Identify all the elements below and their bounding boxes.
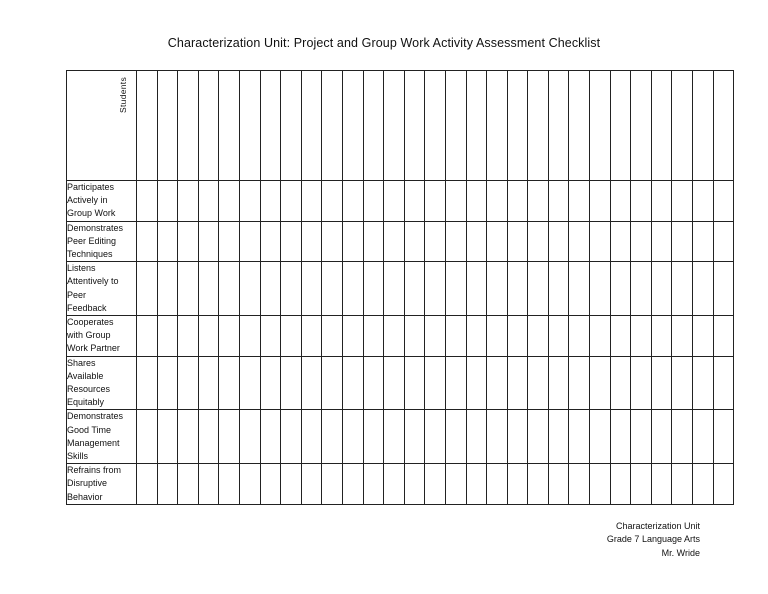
check-cell[interactable] xyxy=(281,356,302,410)
check-cell[interactable] xyxy=(363,221,384,262)
check-cell[interactable] xyxy=(198,262,219,316)
check-cell[interactable] xyxy=(487,410,508,464)
check-cell[interactable] xyxy=(239,410,260,464)
check-cell[interactable] xyxy=(363,181,384,222)
check-cell[interactable] xyxy=(178,410,199,464)
check-cell[interactable] xyxy=(466,316,487,357)
check-cell[interactable] xyxy=(198,181,219,222)
criterion-label-line: Peer Editing xyxy=(67,235,117,246)
student-name-cell[interactable] xyxy=(404,71,425,181)
check-cell[interactable] xyxy=(137,356,158,410)
check-cell[interactable] xyxy=(404,221,425,262)
criterion-label-line: Demonstrates xyxy=(67,411,124,422)
student-name-cell[interactable] xyxy=(487,71,508,181)
check-cell[interactable] xyxy=(713,181,734,222)
check-cell[interactable] xyxy=(631,464,652,505)
check-cell[interactable] xyxy=(528,356,549,410)
check-cell[interactable] xyxy=(610,221,631,262)
check-cell[interactable] xyxy=(260,221,281,262)
check-cell[interactable] xyxy=(157,316,178,357)
criterion-label-line: Cooperates xyxy=(67,317,114,328)
criterion-label-line: Equitably xyxy=(67,397,105,408)
criterion-label-line: Available xyxy=(67,370,104,381)
students-header-cell xyxy=(67,71,137,181)
check-cell[interactable] xyxy=(528,221,549,262)
check-cell[interactable] xyxy=(569,464,590,505)
check-cell[interactable] xyxy=(548,262,569,316)
check-cell[interactable] xyxy=(137,464,158,505)
student-name-cell[interactable] xyxy=(466,71,487,181)
criterion-row xyxy=(67,262,734,316)
check-cell[interactable] xyxy=(384,221,405,262)
check-cell[interactable] xyxy=(198,410,219,464)
check-cell[interactable] xyxy=(342,262,363,316)
check-cell[interactable] xyxy=(631,221,652,262)
check-cell[interactable] xyxy=(487,316,508,357)
check-cell[interactable] xyxy=(404,356,425,410)
criterion-label-line: Listens xyxy=(67,263,96,274)
criterion-row xyxy=(67,316,734,357)
criterion-label-line: Resources xyxy=(67,384,111,395)
student-name-cell[interactable] xyxy=(713,71,734,181)
check-cell[interactable] xyxy=(239,262,260,316)
footer-info xyxy=(607,520,700,560)
criterion-label-line: Behavior xyxy=(67,491,103,502)
check-cell[interactable] xyxy=(631,356,652,410)
check-cell[interactable] xyxy=(548,356,569,410)
check-cell[interactable] xyxy=(322,181,343,222)
criterion-label-line: Disruptive xyxy=(67,478,108,489)
check-cell[interactable] xyxy=(178,316,199,357)
student-name-cell[interactable] xyxy=(425,71,446,181)
check-cell[interactable] xyxy=(466,410,487,464)
check-cell[interactable] xyxy=(713,410,734,464)
student-name-cell[interactable] xyxy=(322,71,343,181)
check-cell[interactable] xyxy=(342,464,363,505)
check-cell[interactable] xyxy=(590,262,611,316)
check-cell[interactable] xyxy=(610,410,631,464)
student-name-cell[interactable] xyxy=(672,71,693,181)
student-name-cell[interactable] xyxy=(590,71,611,181)
footer-teacher: Mr. Wride xyxy=(661,547,700,558)
criterion-label-line: Participates xyxy=(67,182,115,192)
check-cell[interactable] xyxy=(693,262,714,316)
check-cell[interactable] xyxy=(404,464,425,505)
check-cell[interactable] xyxy=(569,181,590,222)
check-cell[interactable] xyxy=(672,262,693,316)
check-cell[interactable] xyxy=(178,262,199,316)
check-cell[interactable] xyxy=(466,356,487,410)
check-cell[interactable] xyxy=(157,464,178,505)
check-cell[interactable] xyxy=(590,316,611,357)
check-cell[interactable] xyxy=(548,221,569,262)
student-name-cell[interactable] xyxy=(384,71,405,181)
check-cell[interactable] xyxy=(384,316,405,357)
check-cell[interactable] xyxy=(528,316,549,357)
check-cell[interactable] xyxy=(281,410,302,464)
check-cell[interactable] xyxy=(342,221,363,262)
check-cell[interactable] xyxy=(198,464,219,505)
criterion-label-line: Techniques xyxy=(67,249,113,260)
check-cell[interactable] xyxy=(651,464,672,505)
check-cell[interactable] xyxy=(239,221,260,262)
check-cell[interactable] xyxy=(507,316,528,357)
check-cell[interactable] xyxy=(693,464,714,505)
student-name-cell[interactable] xyxy=(260,71,281,181)
check-cell[interactable] xyxy=(301,262,322,316)
check-cell[interactable] xyxy=(239,181,260,222)
student-name-cell[interactable] xyxy=(363,71,384,181)
check-cell[interactable] xyxy=(342,181,363,222)
check-cell[interactable] xyxy=(198,221,219,262)
check-cell[interactable] xyxy=(404,262,425,316)
student-name-cell[interactable] xyxy=(507,71,528,181)
students-header-label: Students xyxy=(117,77,128,113)
check-cell[interactable] xyxy=(260,262,281,316)
check-cell[interactable] xyxy=(384,181,405,222)
check-cell[interactable] xyxy=(569,356,590,410)
student-name-cell[interactable] xyxy=(137,71,158,181)
check-cell[interactable] xyxy=(487,356,508,410)
check-cell[interactable] xyxy=(137,221,158,262)
check-cell[interactable] xyxy=(301,316,322,357)
check-cell[interactable] xyxy=(219,356,240,410)
criterion-label-line: Skills xyxy=(67,451,89,462)
check-cell[interactable] xyxy=(384,262,405,316)
student-name-cell[interactable] xyxy=(157,71,178,181)
check-cell[interactable] xyxy=(219,410,240,464)
check-cell[interactable] xyxy=(384,410,405,464)
student-name-cell[interactable] xyxy=(239,71,260,181)
check-cell[interactable] xyxy=(322,410,343,464)
check-cell[interactable] xyxy=(507,410,528,464)
check-cell[interactable] xyxy=(281,464,302,505)
check-cell[interactable] xyxy=(281,262,302,316)
student-name-cell[interactable] xyxy=(548,71,569,181)
student-name-cell[interactable] xyxy=(178,71,199,181)
check-cell[interactable] xyxy=(590,356,611,410)
criterion-row xyxy=(67,221,734,262)
check-cell[interactable] xyxy=(363,464,384,505)
check-cell[interactable] xyxy=(363,410,384,464)
check-cell[interactable] xyxy=(219,221,240,262)
check-cell[interactable] xyxy=(322,221,343,262)
check-cell[interactable] xyxy=(507,262,528,316)
check-cell[interactable] xyxy=(322,464,343,505)
students-header-row xyxy=(67,71,734,181)
check-cell[interactable] xyxy=(322,356,343,410)
check-cell[interactable] xyxy=(466,464,487,505)
student-name-cell[interactable] xyxy=(342,71,363,181)
criterion-row xyxy=(67,356,734,410)
check-cell[interactable] xyxy=(445,262,466,316)
check-cell[interactable] xyxy=(384,464,405,505)
check-cell[interactable] xyxy=(569,316,590,357)
check-cell[interactable] xyxy=(631,181,652,222)
criterion-label-line: Refrains from xyxy=(67,465,122,476)
check-cell[interactable] xyxy=(569,262,590,316)
criterion-label xyxy=(67,262,137,316)
check-cell[interactable] xyxy=(425,410,446,464)
check-cell[interactable] xyxy=(590,464,611,505)
check-cell[interactable] xyxy=(322,262,343,316)
check-cell[interactable] xyxy=(713,316,734,357)
check-cell[interactable] xyxy=(425,262,446,316)
check-cell[interactable] xyxy=(693,316,714,357)
check-cell[interactable] xyxy=(507,464,528,505)
check-cell[interactable] xyxy=(404,181,425,222)
check-cell[interactable] xyxy=(239,464,260,505)
check-cell[interactable] xyxy=(651,356,672,410)
student-name-cell[interactable] xyxy=(569,71,590,181)
check-cell[interactable] xyxy=(507,356,528,410)
criterion-label-line: Demonstrates xyxy=(67,222,124,233)
check-cell[interactable] xyxy=(445,464,466,505)
check-cell[interactable] xyxy=(137,262,158,316)
check-cell[interactable] xyxy=(198,356,219,410)
check-cell[interactable] xyxy=(672,356,693,410)
check-cell[interactable] xyxy=(425,181,446,222)
criterion-label-line: Work Partner xyxy=(67,343,120,354)
check-cell[interactable] xyxy=(713,356,734,410)
criterion-row xyxy=(67,410,734,464)
check-cell[interactable] xyxy=(260,464,281,505)
check-cell[interactable] xyxy=(260,356,281,410)
check-cell[interactable] xyxy=(445,410,466,464)
criterion-label-line: Good Time xyxy=(67,424,112,435)
check-cell[interactable] xyxy=(157,181,178,222)
check-cell[interactable] xyxy=(466,181,487,222)
check-cell[interactable] xyxy=(569,410,590,464)
check-cell[interactable] xyxy=(610,316,631,357)
check-cell[interactable] xyxy=(363,316,384,357)
criterion-label-line: Peer xyxy=(67,289,87,300)
student-name-cell[interactable] xyxy=(219,71,240,181)
student-name-cell[interactable] xyxy=(651,71,672,181)
criterion-label-line: with Group xyxy=(67,330,111,341)
student-name-cell[interactable] xyxy=(693,71,714,181)
check-cell[interactable] xyxy=(178,181,199,222)
check-cell[interactable] xyxy=(610,262,631,316)
check-cell[interactable] xyxy=(528,181,549,222)
check-cell[interactable] xyxy=(693,356,714,410)
check-cell[interactable] xyxy=(487,464,508,505)
check-cell[interactable] xyxy=(610,181,631,222)
check-cell[interactable] xyxy=(219,181,240,222)
check-cell[interactable] xyxy=(239,356,260,410)
check-cell[interactable] xyxy=(528,410,549,464)
check-cell[interactable] xyxy=(487,181,508,222)
check-cell[interactable] xyxy=(713,262,734,316)
check-cell[interactable] xyxy=(219,316,240,357)
check-cell[interactable] xyxy=(445,221,466,262)
check-cell[interactable] xyxy=(342,316,363,357)
criterion-row xyxy=(67,181,734,222)
check-cell[interactable] xyxy=(178,356,199,410)
check-cell[interactable] xyxy=(672,181,693,222)
check-cell[interactable] xyxy=(301,410,322,464)
check-cell[interactable] xyxy=(322,316,343,357)
check-cell[interactable] xyxy=(239,316,260,357)
check-cell[interactable] xyxy=(672,316,693,357)
student-name-cell[interactable] xyxy=(301,71,322,181)
check-cell[interactable] xyxy=(281,316,302,357)
check-cell[interactable] xyxy=(651,316,672,357)
criterion-label xyxy=(67,181,137,222)
student-name-cell[interactable] xyxy=(281,71,302,181)
check-cell[interactable] xyxy=(528,464,549,505)
check-cell[interactable] xyxy=(651,410,672,464)
check-cell[interactable] xyxy=(342,410,363,464)
check-cell[interactable] xyxy=(137,181,158,222)
check-cell[interactable] xyxy=(425,221,446,262)
check-cell[interactable] xyxy=(610,356,631,410)
check-cell[interactable] xyxy=(651,262,672,316)
student-name-cell[interactable] xyxy=(528,71,549,181)
check-cell[interactable] xyxy=(281,221,302,262)
check-cell[interactable] xyxy=(713,221,734,262)
check-cell[interactable] xyxy=(466,221,487,262)
check-cell[interactable] xyxy=(631,410,652,464)
check-cell[interactable] xyxy=(137,316,158,357)
check-cell[interactable] xyxy=(713,464,734,505)
check-cell[interactable] xyxy=(548,181,569,222)
check-cell[interactable] xyxy=(590,181,611,222)
check-cell[interactable] xyxy=(672,410,693,464)
check-cell[interactable] xyxy=(507,181,528,222)
student-name-cell[interactable] xyxy=(198,71,219,181)
check-cell[interactable] xyxy=(157,356,178,410)
check-cell[interactable] xyxy=(219,464,240,505)
check-cell[interactable] xyxy=(363,356,384,410)
check-cell[interactable] xyxy=(672,221,693,262)
student-name-cell[interactable] xyxy=(631,71,652,181)
criterion-label-line: Attentively to xyxy=(67,276,119,287)
check-cell[interactable] xyxy=(631,262,652,316)
check-cell[interactable] xyxy=(157,221,178,262)
criterion-row xyxy=(67,464,734,505)
check-cell[interactable] xyxy=(672,464,693,505)
check-cell[interactable] xyxy=(260,410,281,464)
check-cell[interactable] xyxy=(157,410,178,464)
criterion-label xyxy=(67,410,137,464)
check-cell[interactable] xyxy=(301,356,322,410)
check-cell[interactable] xyxy=(548,464,569,505)
check-cell[interactable] xyxy=(425,356,446,410)
check-cell[interactable] xyxy=(507,221,528,262)
check-cell[interactable] xyxy=(548,410,569,464)
check-cell[interactable] xyxy=(178,221,199,262)
check-cell[interactable] xyxy=(425,316,446,357)
check-cell[interactable] xyxy=(487,221,508,262)
student-name-cell[interactable] xyxy=(445,71,466,181)
check-cell[interactable] xyxy=(693,410,714,464)
check-cell[interactable] xyxy=(590,221,611,262)
check-cell[interactable] xyxy=(610,464,631,505)
criterion-label xyxy=(67,464,137,505)
check-cell[interactable] xyxy=(569,221,590,262)
criterion-label-line: Actively in xyxy=(67,195,108,206)
check-cell[interactable] xyxy=(260,316,281,357)
assessment-checklist-table xyxy=(66,70,734,505)
footer-course: Grade 7 Language Arts xyxy=(606,534,700,545)
check-cell[interactable] xyxy=(404,316,425,357)
student-name-cell[interactable] xyxy=(610,71,631,181)
checklist-body xyxy=(67,71,734,505)
check-cell[interactable] xyxy=(466,262,487,316)
check-cell[interactable] xyxy=(445,356,466,410)
check-cell[interactable] xyxy=(301,464,322,505)
footer-unit: Characterization Unit xyxy=(615,521,700,531)
check-cell[interactable] xyxy=(219,262,240,316)
check-cell[interactable] xyxy=(445,316,466,357)
criterion-label-line: Shares xyxy=(67,357,96,368)
criterion-label xyxy=(67,316,137,357)
check-cell[interactable] xyxy=(445,181,466,222)
check-cell[interactable] xyxy=(342,356,363,410)
check-cell[interactable] xyxy=(693,221,714,262)
criterion-label-line: Group Work xyxy=(67,208,116,219)
page-title: Characterization Unit: Project and Group Work Activity Assessment Checklist xyxy=(167,36,601,50)
check-cell[interactable] xyxy=(528,262,549,316)
criterion-label-line: Feedback xyxy=(67,302,107,313)
check-cell[interactable] xyxy=(363,262,384,316)
check-cell[interactable] xyxy=(157,262,178,316)
check-cell[interactable] xyxy=(590,410,611,464)
check-cell[interactable] xyxy=(301,221,322,262)
check-cell[interactable] xyxy=(425,464,446,505)
check-cell[interactable] xyxy=(137,410,158,464)
check-cell[interactable] xyxy=(651,181,672,222)
check-cell[interactable] xyxy=(178,464,199,505)
check-cell[interactable] xyxy=(301,181,322,222)
criterion-label xyxy=(67,356,137,410)
check-cell[interactable] xyxy=(487,262,508,316)
check-cell[interactable] xyxy=(384,356,405,410)
check-cell[interactable] xyxy=(198,316,219,357)
check-cell[interactable] xyxy=(631,316,652,357)
check-cell[interactable] xyxy=(693,181,714,222)
check-cell[interactable] xyxy=(548,316,569,357)
criterion-label xyxy=(67,221,137,262)
check-cell[interactable] xyxy=(260,181,281,222)
criterion-label-line: Management xyxy=(67,437,120,448)
check-cell[interactable] xyxy=(651,221,672,262)
check-cell[interactable] xyxy=(281,181,302,222)
check-cell[interactable] xyxy=(404,410,425,464)
